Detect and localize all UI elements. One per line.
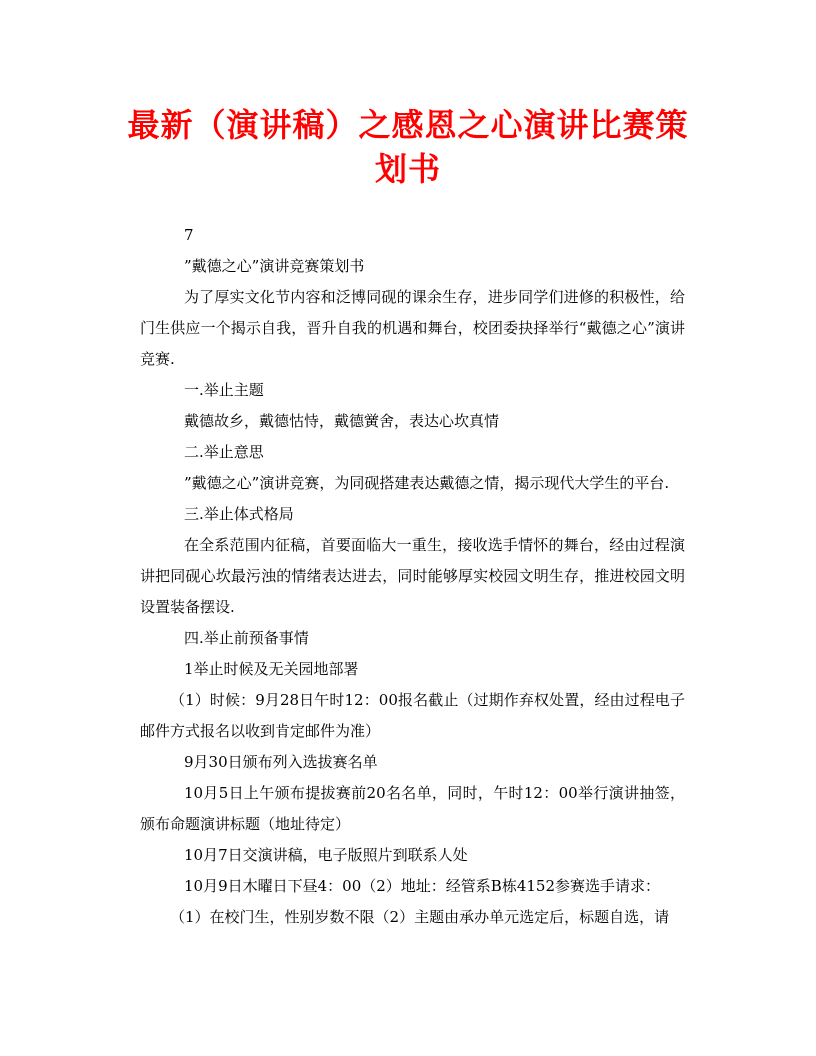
section-heading: 一.举止主题: [184, 381, 264, 399]
paragraph: （1）时候：9月28日午时12：00报名截止（过期作弃权处置，经由过程电子邮件方式报名以收到肯定邮件为准）: [140, 691, 685, 740]
paragraph: 10月7日交演讲稿，电子版照片到联系人处: [184, 846, 468, 864]
document-title: 最新（演讲稿）之感恩之心演讲比赛策划书: [127, 106, 689, 188]
paragraph: 1举止时候及无关园地部署: [184, 660, 359, 678]
paragraph: 10月9日木曜日下昼4：00（2）地址：经管系B栋4152参赛选手请求：: [184, 877, 661, 895]
paragraph: ”戴德之心”演讲竞赛，为同砚搭建表达戴德之情，揭示现代大学生的平台.: [184, 474, 670, 492]
paragraph: 9月30日颁布列入选拔赛名单: [184, 753, 378, 771]
section-heading: 三.举止体式格局: [184, 505, 294, 523]
paragraph: 7: [184, 226, 194, 244]
section-heading: 二.举止意思: [184, 443, 264, 461]
paragraph: 在全系范围内征稿，首要面临大一重生，接收选手情怀的舞台，经由过程演讲把同砚心坎最污浊的情绪表达进去，同时能够厚实校园文明生存，推进校园文明设置装备摆设.: [140, 536, 685, 616]
paragraph: （1）在校门生，性别岁数不限（2）主题由承办单元选定后，标题自选，请: [170, 908, 670, 926]
paragraph: 10月5日上午颁布提拔赛前20名名单，同时，午时12：00举行演讲抽签，颁布命题演讲标题（地址待定）: [140, 784, 685, 833]
section-heading: 四.举止前预备事情: [184, 629, 309, 647]
paragraph: 戴德故乡，戴德怙恃，戴德黉舍，表达心坎真情: [184, 412, 500, 430]
paragraph: ”戴德之心”演讲竞赛策划书: [184, 257, 365, 275]
document-body: [140, 220, 685, 933]
paragraph: 为了厚实文化节内容和泛博同砚的课余生存，进步同学们进修的积极性，给门生供应一个揭示自我，晋升自我的机遇和舞台，校团委抉择举行“戴德之心”演讲竞赛.: [140, 288, 685, 368]
